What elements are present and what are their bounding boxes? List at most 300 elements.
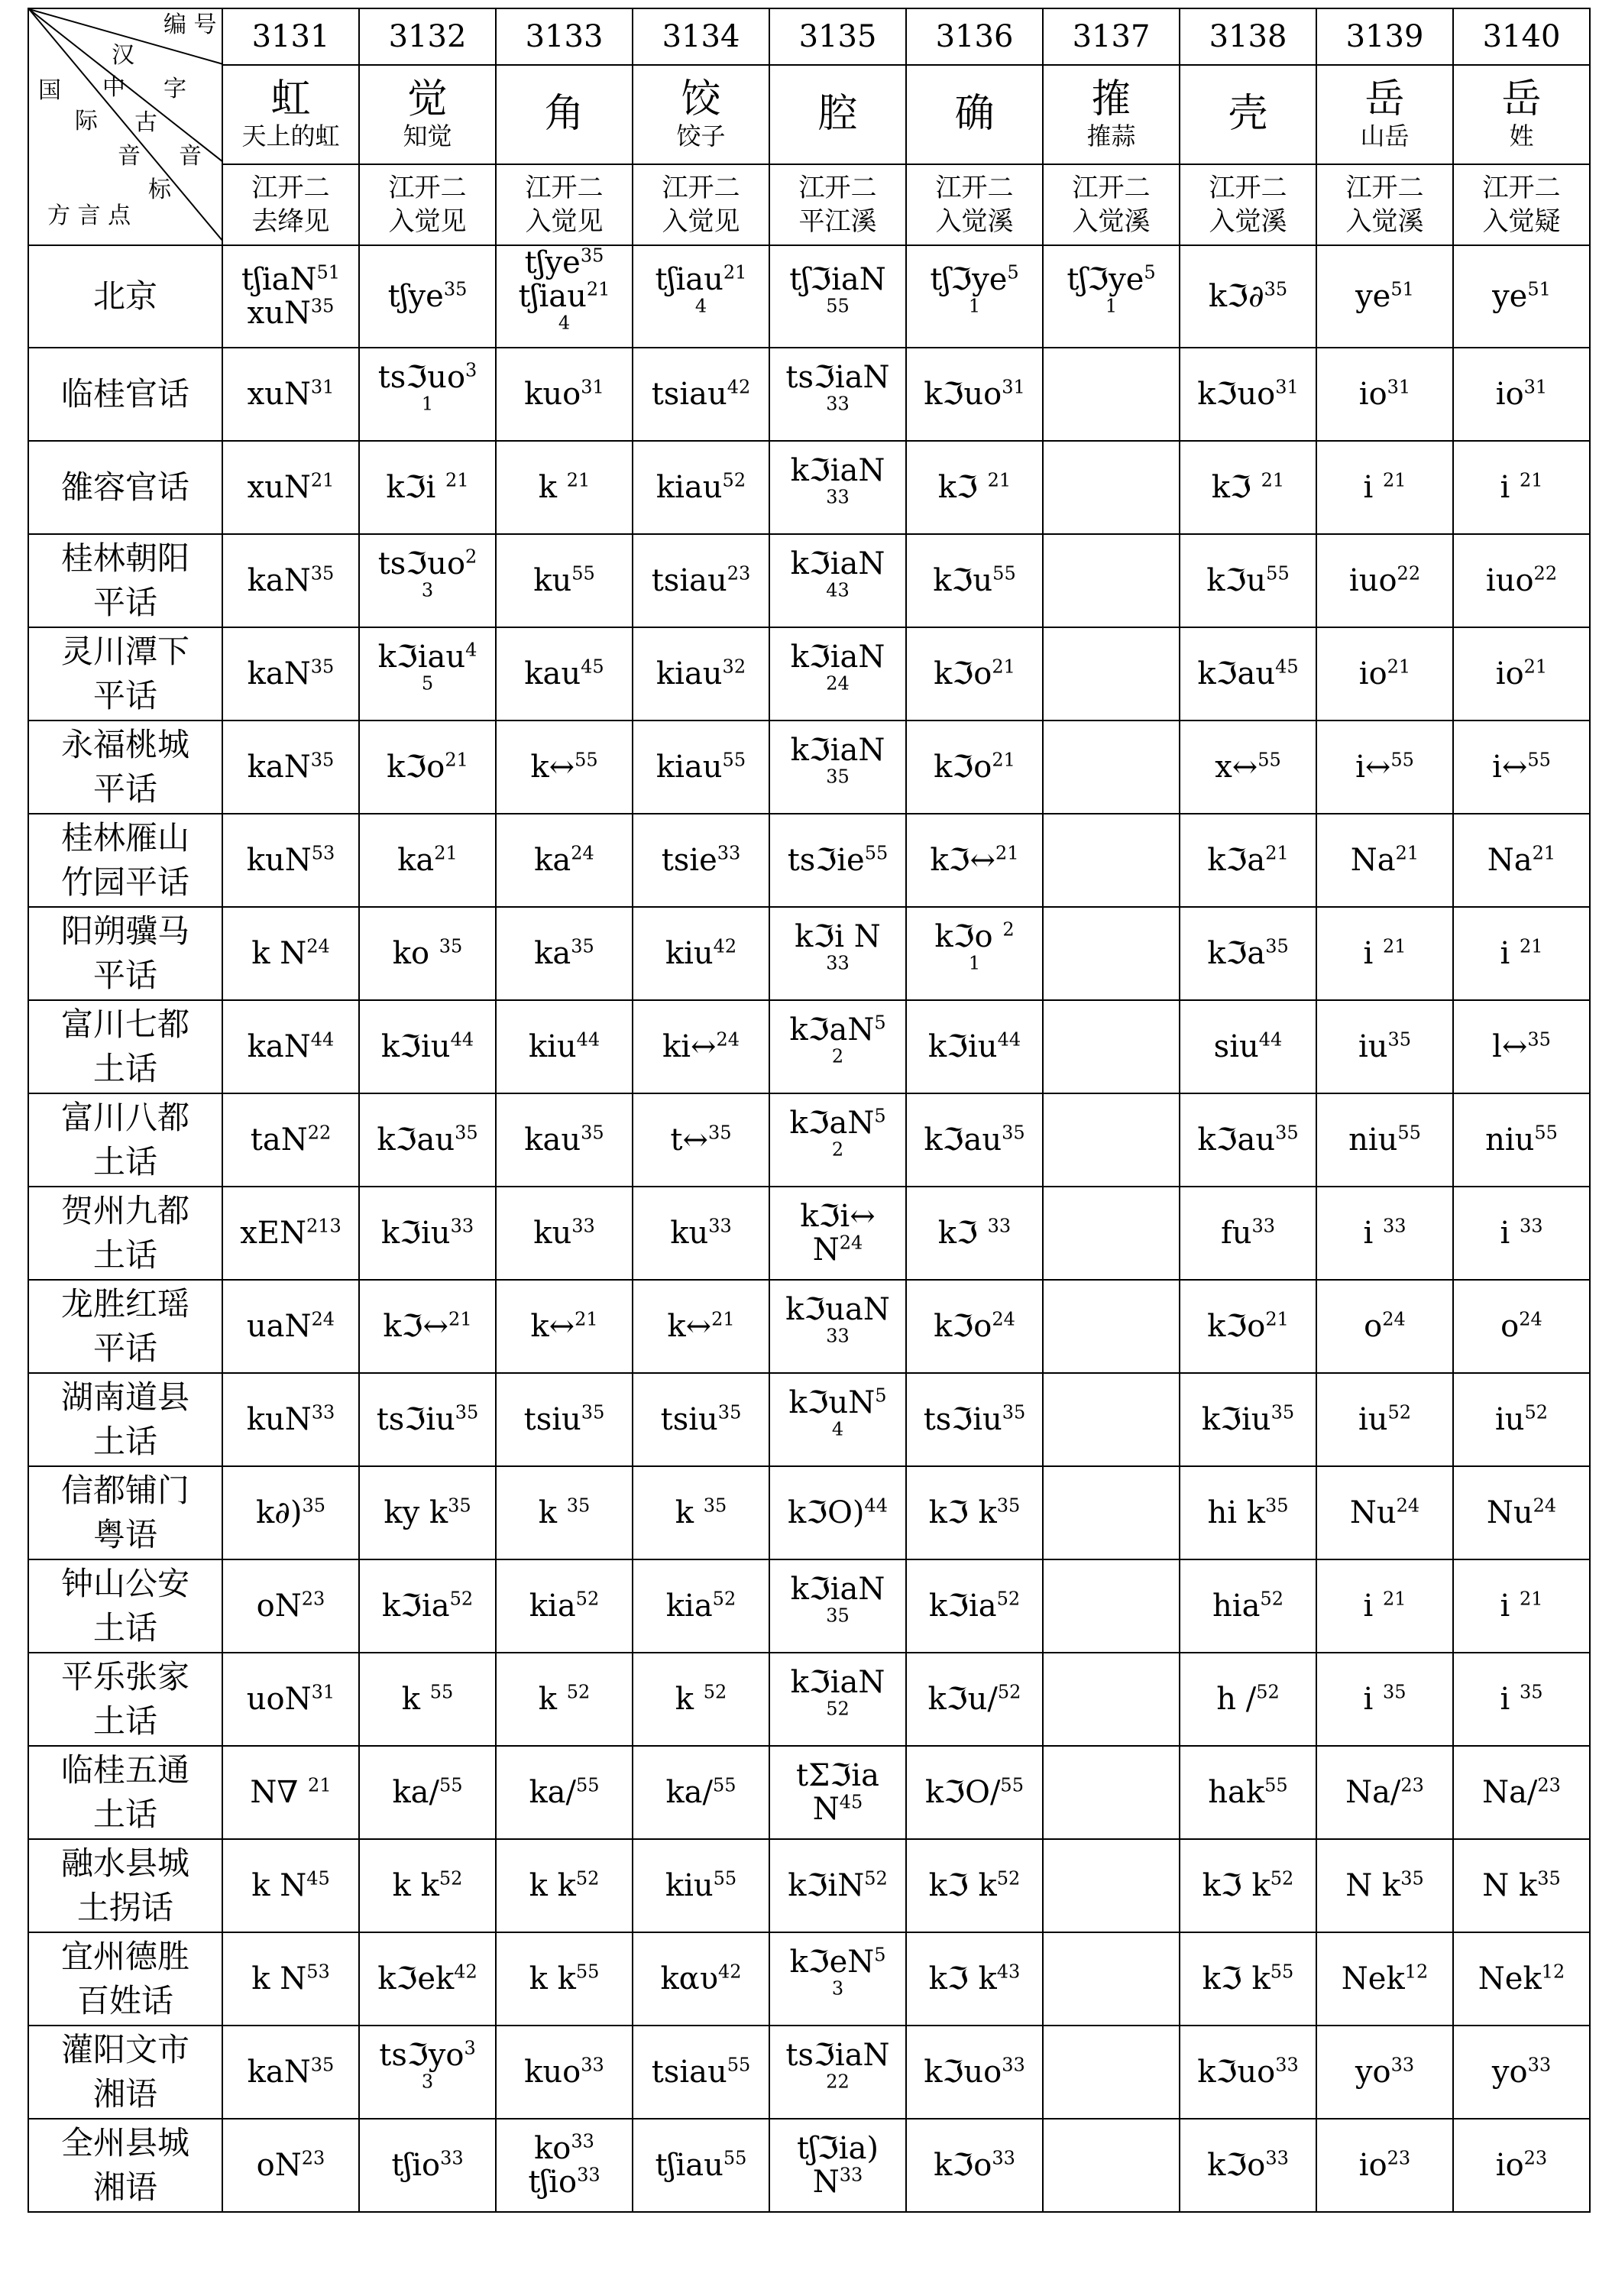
pronunciation-cell bbox=[359, 1187, 496, 1280]
pronunciation-base: k k bbox=[529, 1868, 576, 1903]
tone-number: 21 bbox=[987, 469, 1012, 491]
tone-number: 33 bbox=[571, 2130, 594, 2152]
pronunciation-line bbox=[773, 2165, 902, 2199]
tone-number: 24 bbox=[311, 1308, 335, 1330]
pronunciation-line bbox=[363, 1496, 492, 1530]
header-corner-cell bbox=[28, 8, 222, 245]
pronunciation-line bbox=[773, 920, 902, 954]
pronunciation-base: xEN bbox=[240, 1216, 306, 1251]
pronunciation-line bbox=[1183, 1030, 1313, 1064]
dialect-row bbox=[28, 627, 1590, 721]
pronunciation-cell bbox=[1316, 1932, 1453, 2026]
pronunciation-line bbox=[773, 1572, 902, 1606]
tone-number: 52 bbox=[1260, 1588, 1283, 1610]
dialect-location bbox=[28, 534, 222, 627]
pronunciation-base: k↔ bbox=[530, 750, 575, 785]
pronunciation-line bbox=[636, 750, 766, 784]
location-name-line1: 龙胜红瑶 bbox=[60, 1285, 189, 1323]
tone-number: 4 bbox=[465, 639, 477, 661]
pronunciation-line bbox=[1183, 1869, 1313, 1903]
pronunciation-line bbox=[773, 454, 902, 487]
column-character: 确 bbox=[954, 91, 995, 138]
tone-number: 3 bbox=[421, 579, 434, 601]
pronunciation-line bbox=[910, 1776, 1039, 1809]
pronunciation-base: tsiau bbox=[651, 2055, 727, 2090]
tone-number: 43 bbox=[826, 579, 850, 601]
pronunciation-cell bbox=[906, 441, 1043, 534]
pronunciation-base: k↔ bbox=[530, 1309, 575, 1344]
tone-number: 35 bbox=[826, 766, 850, 788]
tone-number: 52 bbox=[566, 1681, 591, 1703]
pronunciation-line bbox=[1320, 1682, 1449, 1716]
pronunciation-line bbox=[500, 1310, 629, 1343]
pronunciation-line bbox=[363, 1869, 492, 1903]
pronunciation-cell bbox=[906, 1093, 1043, 1187]
pronunciation-cell bbox=[1316, 1653, 1453, 1746]
pronunciation-cell bbox=[769, 441, 906, 534]
dialect-row bbox=[28, 1746, 1590, 1839]
pronunciation-cell bbox=[1316, 721, 1453, 814]
tone-number: 52 bbox=[997, 1681, 1021, 1703]
pronunciation-base: k bbox=[675, 1682, 704, 1717]
pronunciation-base: tsℑiaN bbox=[785, 2038, 890, 2073]
corner-label-gu: 古 bbox=[134, 109, 157, 136]
pronunciation-base: kℑiaN bbox=[790, 546, 885, 581]
pronunciation-line bbox=[773, 767, 902, 801]
tone-number: 21 bbox=[1523, 656, 1548, 678]
tone-number: 35 bbox=[1002, 1401, 1026, 1423]
pronunciation-cell bbox=[222, 441, 359, 534]
pronunciation-cell bbox=[1043, 1280, 1180, 1373]
pronunciation-line bbox=[910, 1216, 1039, 1250]
pronunciation-cell bbox=[1043, 1373, 1180, 1466]
pronunciation-base: kℑau bbox=[377, 1122, 455, 1158]
tone-number: 55 bbox=[429, 1681, 454, 1703]
tone-number: 213 bbox=[306, 1215, 341, 1237]
tone-number: 52 bbox=[712, 1588, 736, 1610]
pronunciation-cell bbox=[633, 1559, 769, 1653]
pronunciation-base: ku bbox=[533, 1216, 572, 1251]
pronunciation-line bbox=[773, 844, 902, 877]
pronunciation-cell bbox=[769, 627, 906, 721]
location-name-line2: 土话 bbox=[92, 1702, 157, 1740]
pronunciation-cell bbox=[1316, 2026, 1453, 2119]
tone-number: 35 bbox=[571, 935, 594, 957]
column-number: 3136 bbox=[906, 8, 1043, 65]
tone-number: 33 bbox=[450, 1215, 474, 1237]
tone-number: 33 bbox=[839, 2164, 863, 2186]
tone-number: 52 bbox=[449, 1588, 474, 1610]
pronunciation-base: oN bbox=[256, 2148, 302, 2183]
tone-number: 21 bbox=[1382, 469, 1406, 491]
pronunciation-line bbox=[910, 471, 1039, 504]
pronunciation-base: Nu bbox=[1349, 1495, 1397, 1530]
pronunciation-cell bbox=[633, 1653, 769, 1746]
pronunciation-line bbox=[910, 1030, 1039, 1064]
pronunciation-base: N bbox=[812, 1232, 840, 1268]
pronunciation-base: hak bbox=[1208, 1775, 1265, 1810]
corner-label-yin2: 音 bbox=[179, 143, 202, 170]
tone-number: 21 bbox=[566, 469, 591, 491]
pronunciation-cell bbox=[1453, 245, 1590, 348]
tone-number: 22 bbox=[307, 1122, 332, 1144]
column-category-cat1: 江开二 bbox=[1072, 172, 1151, 203]
column-character-cell bbox=[769, 65, 906, 164]
tone-number: 35 bbox=[1387, 1028, 1412, 1051]
pronunciation-line bbox=[226, 1496, 355, 1530]
tone-number: 21 bbox=[308, 1774, 332, 1796]
pronunciation-cell bbox=[1453, 2026, 1590, 2119]
pronunciation-base: N bbox=[812, 1792, 840, 1827]
pronunciation-base: kiu bbox=[528, 1029, 577, 1064]
pronunciation-cell bbox=[222, 627, 359, 721]
tone-number: 5 bbox=[1007, 261, 1019, 283]
pronunciation-cell bbox=[769, 1653, 906, 1746]
tone-number: 2 bbox=[831, 1045, 844, 1067]
location-name-line2: 粤语 bbox=[92, 1516, 157, 1553]
pronunciation-line bbox=[226, 1776, 355, 1809]
location-name-line2: 平话 bbox=[92, 1329, 157, 1367]
pronunciation-cell bbox=[1180, 814, 1316, 907]
pronunciation-cell bbox=[359, 348, 496, 441]
column-character: 岳 bbox=[1501, 76, 1542, 123]
tone-number: 55 bbox=[722, 749, 746, 771]
pronunciation-base: tsℑuo bbox=[377, 360, 466, 395]
pronunciation-base: tʃiau bbox=[655, 262, 723, 297]
pronunciation-line bbox=[1183, 471, 1313, 504]
pronunciation-cell bbox=[1316, 627, 1453, 721]
column-category-cat1: 江开二 bbox=[935, 172, 1014, 203]
pronunciation-line bbox=[773, 1792, 902, 1826]
pronunciation-base: kℑo bbox=[934, 1309, 992, 1344]
pronunciation-base: kαυ bbox=[660, 1961, 719, 1996]
pronunciation-base: k∂) bbox=[255, 1495, 303, 1530]
pronunciation-line bbox=[1457, 377, 1586, 411]
tone-number: 12 bbox=[1404, 1961, 1429, 1983]
pronunciation-cell bbox=[222, 1373, 359, 1466]
pronunciation-base: iu bbox=[1358, 1029, 1388, 1064]
pronunciation-base: t↔ bbox=[670, 1122, 709, 1158]
pronunciation-line bbox=[363, 471, 492, 504]
tone-number: 33 bbox=[987, 1215, 1012, 1237]
pronunciation-base: kℑia bbox=[928, 1588, 997, 1624]
pronunciation-cell bbox=[222, 721, 359, 814]
pronunciation-line bbox=[910, 1589, 1039, 1623]
pronunciation-base: kℑ k bbox=[928, 1868, 997, 1903]
pronunciation-line bbox=[773, 1140, 902, 1174]
dialect-location bbox=[28, 907, 222, 1000]
tone-number: 21 bbox=[1261, 469, 1285, 491]
tone-number: 53 bbox=[311, 842, 335, 864]
pronunciation-cell bbox=[633, 1839, 769, 1932]
pronunciation-line bbox=[636, 564, 766, 597]
tone-number: 52 bbox=[1524, 1401, 1549, 1423]
pronunciation-line bbox=[636, 2149, 766, 2182]
pronunciation-base: kℑo bbox=[1207, 2148, 1266, 2183]
pronunciation-base: tsiu bbox=[523, 1402, 581, 1437]
pronunciation-cell bbox=[1043, 1746, 1180, 1839]
corner-label-biao: 标 bbox=[148, 176, 171, 203]
pronunciation-cell bbox=[496, 814, 633, 907]
pronunciation-cell bbox=[1043, 2026, 1180, 2119]
pronunciation-line bbox=[773, 1945, 902, 1979]
pronunciation-base: tʃye bbox=[387, 279, 444, 314]
pronunciation-cell bbox=[769, 814, 906, 907]
pronunciation-base: hi k bbox=[1207, 1495, 1265, 1530]
pronunciation-line bbox=[1183, 937, 1313, 970]
pronunciation-base: i bbox=[1363, 1682, 1383, 1717]
pronunciation-base: kℑ k bbox=[1202, 1868, 1271, 1903]
pronunciation-cell bbox=[222, 348, 359, 441]
pronunciation-line bbox=[1183, 564, 1313, 597]
pronunciation-cell bbox=[359, 1373, 496, 1466]
pronunciation-line bbox=[1320, 280, 1449, 313]
tone-number: 55 bbox=[439, 1774, 463, 1796]
pronunciation-line bbox=[1183, 1776, 1313, 1809]
pronunciation-line bbox=[773, 394, 902, 428]
tone-number: 55 bbox=[576, 1774, 600, 1796]
tone-number: 1 bbox=[968, 952, 981, 974]
pronunciation-line bbox=[773, 2039, 902, 2072]
pronunciation-cell bbox=[1453, 1932, 1590, 2026]
pronunciation-cell bbox=[1043, 2119, 1180, 2212]
pronunciation-line bbox=[636, 1869, 766, 1903]
pronunciation-base: kℑ bbox=[937, 470, 988, 505]
pronunciation-cell bbox=[1316, 907, 1453, 1000]
pronunciation-line bbox=[773, 640, 902, 674]
pronunciation-base: kℑO) bbox=[787, 1495, 865, 1530]
tone-number: 35 bbox=[439, 935, 463, 957]
pronunciation-cell bbox=[222, 1746, 359, 1839]
pronunciation-cell bbox=[496, 1280, 633, 1373]
tone-number: 22 bbox=[1533, 562, 1558, 585]
pronunciation-base: kℑ↔ bbox=[930, 843, 996, 878]
pronunciation-line bbox=[636, 1682, 766, 1716]
location-name-line1: 富川七都 bbox=[60, 1006, 189, 1044]
pronunciation-base: kℑu/ bbox=[927, 1682, 998, 1717]
pronunciation-cell bbox=[359, 2119, 496, 2212]
dialect-row bbox=[28, 1932, 1590, 2026]
pronunciation-line bbox=[1457, 1310, 1586, 1343]
location-name-line1: 信都铺门 bbox=[60, 1472, 189, 1510]
tone-number: 21 bbox=[448, 1308, 472, 1330]
location-name-line1: 临桂五通 bbox=[60, 1751, 189, 1789]
pronunciation-line bbox=[363, 1682, 492, 1716]
pronunciation-line bbox=[1183, 280, 1313, 313]
pronunciation-line bbox=[1183, 750, 1313, 784]
pronunciation-cell bbox=[359, 1466, 496, 1559]
pronunciation-base: ye bbox=[1355, 279, 1391, 314]
pronunciation-base: o bbox=[1500, 1309, 1520, 1344]
tone-number: 42 bbox=[454, 1961, 477, 1983]
pronunciation-cell bbox=[906, 1280, 1043, 1373]
corner-label-han: 汉 bbox=[112, 42, 134, 69]
pronunciation-base: tsℑyo bbox=[379, 2038, 465, 2073]
pronunciation-base: ka/ bbox=[392, 1775, 439, 1810]
tone-number: 35 bbox=[443, 278, 468, 300]
pronunciation-line bbox=[1183, 1962, 1313, 1996]
tone-number: 33 bbox=[826, 1325, 850, 1347]
pronunciation-base: niu bbox=[1348, 1122, 1398, 1158]
pronunciation-base: k↔ bbox=[667, 1309, 712, 1344]
pronunciation-base: kia bbox=[529, 1588, 576, 1624]
pronunciation-base: ky k bbox=[384, 1495, 448, 1530]
tone-number: 35 bbox=[703, 1495, 727, 1517]
pronunciation-cell bbox=[769, 1932, 906, 2026]
pronunciation-base: k bbox=[538, 470, 567, 505]
pronunciation-line bbox=[1320, 377, 1449, 411]
tone-number: 45 bbox=[581, 656, 604, 678]
pronunciation-line bbox=[1457, 2055, 1586, 2089]
pronunciation-base: i bbox=[1363, 936, 1383, 971]
tone-number: 23 bbox=[1387, 2147, 1411, 2169]
pronunciation-base: kℑiu bbox=[380, 1029, 451, 1064]
pronunciation-cell bbox=[359, 1000, 496, 1093]
dialect-row bbox=[28, 814, 1590, 907]
tone-number: 55 bbox=[826, 295, 850, 317]
pronunciation-base: N k bbox=[1482, 1868, 1538, 1903]
pronunciation-line bbox=[1320, 1589, 1449, 1623]
pronunciation-cell bbox=[906, 907, 1043, 1000]
tone-number: 23 bbox=[1537, 1774, 1561, 1796]
tone-number: 24 bbox=[839, 1232, 863, 1254]
pronunciation-base: kℑau bbox=[1197, 1122, 1276, 1158]
pronunciation-line bbox=[363, 394, 492, 428]
pronunciation-line bbox=[1457, 1962, 1586, 1996]
pronunciation-line bbox=[1320, 1216, 1449, 1250]
column-number: 3131 bbox=[222, 8, 359, 65]
pronunciation-line bbox=[500, 1403, 629, 1436]
tone-number: 55 bbox=[1534, 1122, 1558, 1144]
tone-number: 33 bbox=[1382, 1215, 1406, 1237]
pronunciation-line bbox=[1183, 1310, 1313, 1343]
column-number: 3140 bbox=[1453, 8, 1590, 65]
pronunciation-cell bbox=[1180, 1093, 1316, 1187]
pronunciation-cell bbox=[1453, 1653, 1590, 1746]
pronunciation-line bbox=[910, 296, 1039, 330]
tone-number: 35 bbox=[826, 1605, 850, 1627]
pronunciation-cell bbox=[906, 1653, 1043, 1746]
pronunciation-base: tʃℑye bbox=[930, 262, 1008, 297]
pronunciation-base: N bbox=[812, 2165, 840, 2200]
pronunciation-cell bbox=[1316, 814, 1453, 907]
pronunciation-base: kℑuo bbox=[1197, 2055, 1276, 2090]
pronunciation-line bbox=[636, 1310, 766, 1343]
tone-number: 33 bbox=[826, 393, 850, 415]
pronunciation-cell bbox=[1180, 441, 1316, 534]
location-name-line2: 平话 bbox=[92, 957, 157, 994]
tone-number: 5 bbox=[1144, 261, 1156, 283]
tone-number: 33 bbox=[1265, 2147, 1289, 2169]
tone-number: 24 bbox=[306, 935, 330, 957]
location-name-line1: 临桂官话 bbox=[60, 375, 189, 413]
pronunciation-cell bbox=[496, 348, 633, 441]
pronunciation-base: tsiu bbox=[660, 1402, 718, 1437]
pronunciation-line bbox=[773, 1496, 902, 1530]
dialect-row bbox=[28, 1559, 1590, 1653]
pronunciation-cell bbox=[1453, 1093, 1590, 1187]
tone-number: 52 bbox=[1270, 1867, 1294, 1890]
pronunciation-cell bbox=[1453, 814, 1590, 907]
pronunciation-line bbox=[226, 657, 355, 691]
corner-label-guo: 国 bbox=[38, 77, 61, 104]
pronunciation-cell bbox=[222, 1000, 359, 1093]
pronunciation-line bbox=[363, 844, 492, 877]
pronunciation-line bbox=[636, 1403, 766, 1436]
pronunciation-base: xuN bbox=[247, 296, 311, 331]
pronunciation-line bbox=[773, 581, 902, 614]
pronunciation-cell bbox=[496, 1093, 633, 1187]
pronunciation-base: k k bbox=[529, 1961, 576, 1996]
tone-number: 23 bbox=[727, 562, 751, 585]
tone-number: 35 bbox=[310, 749, 335, 771]
pronunciation-cell bbox=[1316, 1466, 1453, 1559]
pronunciation-cell bbox=[1316, 2119, 1453, 2212]
column-number: 3133 bbox=[496, 8, 633, 65]
pronunciation-line bbox=[1320, 1123, 1449, 1157]
pronunciation-base: tʃiau bbox=[518, 279, 587, 314]
tone-number: 33 bbox=[1527, 2054, 1552, 2076]
column-category-cat2: 入觉溪 bbox=[1209, 206, 1287, 237]
pronunciation-base: kℑo bbox=[934, 2148, 992, 2183]
column-category-cell bbox=[906, 164, 1043, 245]
pronunciation-line bbox=[363, 280, 492, 313]
column-gloss: 山岳 bbox=[1360, 121, 1410, 151]
pronunciation-line bbox=[910, 750, 1039, 784]
location-name-line1: 永福桃城 bbox=[60, 726, 189, 764]
tone-number: 35 bbox=[566, 1495, 591, 1517]
location-name-line2: 土话 bbox=[92, 1609, 157, 1647]
pronunciation-line bbox=[1457, 937, 1586, 970]
column-character-cell bbox=[906, 65, 1043, 164]
corner-label-yin1: 音 bbox=[118, 143, 141, 170]
tone-number: 24 bbox=[1519, 1308, 1542, 1330]
column-number: 3137 bbox=[1043, 8, 1180, 65]
tone-number: 21 bbox=[586, 278, 610, 300]
pronunciation-cell bbox=[1043, 441, 1180, 534]
column-category-cat2: 入觉见 bbox=[525, 206, 604, 237]
column-category-cell bbox=[633, 164, 769, 245]
tone-number: 21 bbox=[434, 842, 458, 864]
pronunciation-cell bbox=[1453, 348, 1590, 441]
pronunciation-cell bbox=[906, 348, 1043, 441]
tone-number: 24 bbox=[1533, 1495, 1557, 1517]
column-character-cell bbox=[1316, 65, 1453, 164]
pronunciation-cell bbox=[906, 1839, 1043, 1932]
pronunciation-cell bbox=[906, 2119, 1043, 2212]
pronunciation-base: tʃye bbox=[524, 245, 581, 280]
column-category-cell bbox=[1043, 164, 1180, 245]
column-gloss: 饺子 bbox=[676, 121, 726, 151]
tone-number: 55 bbox=[727, 2054, 751, 2076]
pronunciation-line bbox=[363, 640, 492, 674]
pronunciation-line bbox=[500, 844, 629, 877]
pronunciation-base: ku bbox=[670, 1216, 709, 1251]
pronunciation-line bbox=[910, 657, 1039, 691]
tone-number: 1 bbox=[421, 393, 434, 415]
column-gloss: 知觉 bbox=[403, 121, 452, 151]
pronunciation-line bbox=[226, 1869, 355, 1903]
pronunciation-cell bbox=[1043, 1093, 1180, 1187]
pronunciation-cell bbox=[1453, 2119, 1590, 2212]
tone-number: 55 bbox=[1258, 749, 1281, 771]
pronunciation-cell bbox=[1316, 534, 1453, 627]
pronunciation-base: uaN bbox=[246, 1309, 312, 1344]
pronunciation-base: h / bbox=[1216, 1682, 1257, 1717]
tone-number: 23 bbox=[301, 2147, 325, 2169]
pronunciation-base: yo bbox=[1491, 2055, 1528, 2090]
pronunciation-cell bbox=[1180, 1466, 1316, 1559]
